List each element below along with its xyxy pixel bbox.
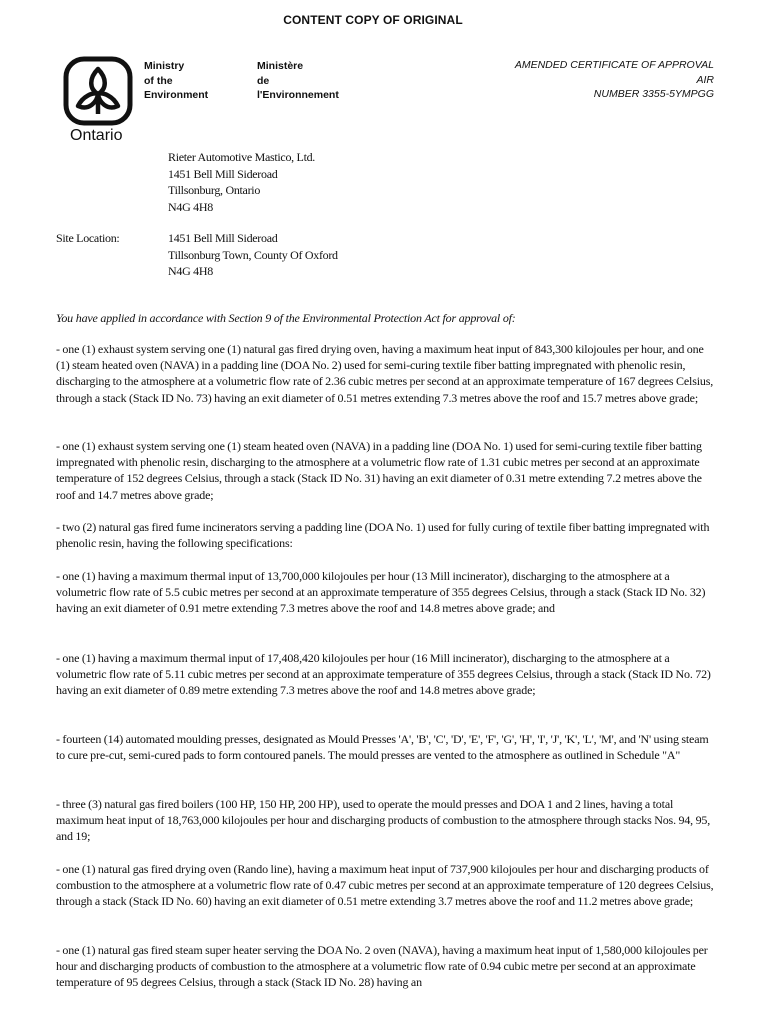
ministry-en-line: Ministry [144, 60, 185, 72]
site-location-label: Site Location: [56, 231, 120, 245]
ministry-name-french [257, 59, 339, 103]
address-line: Rieter Automotive Mastico, Ltd. [168, 150, 316, 164]
certificate-type: AIR [696, 73, 714, 86]
equipment-paragraph: - one (1) exhaust system serving one (1) steam heated oven (NAVA) in a padding line (DOA No. 1) used for semi-curing textile fiber batting impregnated with phenolic resin, discharging to the atmosphere at a volumetric flow rate of 1.31 cubic metres per second at an approximate temperature of 152 degrees Celsius, through a stack (Stack ID No. 31) having an exit diameter of 0.31 metre extending 7.2 metres above the roof and 14.7 metres above grade; [56, 439, 702, 502]
certificate-number: NUMBER 3355-5YMPGG [593, 88, 714, 100]
address-line: Tillsonburg, Ontario [168, 183, 261, 197]
address-line: 1451 Bell Mill Sideroad [168, 166, 278, 181]
ministry-name-english [144, 59, 208, 103]
equipment-paragraph: - three (3) natural gas fired boilers (100 HP, 150 HP, 200 HP), used to operate the mould presses and DOA 1 and 2 lines, having a total maximum heat input of 18,763,000 kilojoules per hour and discharging products of combustion to the atmosphere through stacks Nos. 94, 95, and 19; [56, 797, 711, 844]
equipment-paragraph: - one (1) having a maximum thermal input of 13,700,000 kilojoules per hour (13 Mill incinerator), discharging to the atmosphere at a volumetric flow rate of 5.5 cubic metres per second at an approximate temperature of 355 degrees Celsius, through a stack (Stack ID No. 32) having an exit diameter of 0.91 metre extending 7.3 metres above the roof and 14.8 metres above grade; and [56, 569, 706, 616]
equipment-paragraph: - one (1) natural gas fired steam super heater serving the DOA No. 2 oven (NAVA), having a maximum heat input of 1,580,000 kilojoules per hour and discharging products of combustion to the atmosphere at a volumetric flow rate of 0.94 cubic metre per second at an approximate temperature of 95 degrees Celsius, through a stack (Stack ID No. 28) having an [56, 943, 708, 990]
equipment-paragraph: - one (1) exhaust system serving one (1) natural gas fired drying oven, having a maximum heat input of 843,300 kilojoules per hour, and one (1) steam heated oven (NAVA) in a padding line (DOA No. 2) used for semi-curing textile fiber batting impregnated with phenolic resin, discharging to the atmosphere at a volumetric flow rate of 2.36 cubic metres per second at an approximate temperature of 167 degrees Celsius, through a stack (Stack ID No. 73) having an exit diameter of 0.51 metres extending 7.3 metres above the roof and 15.7 metres above grade; [56, 342, 714, 405]
ministry-fr-line: de [257, 74, 270, 87]
applicant-address [168, 149, 315, 215]
ministry-fr-line: Ministère [257, 60, 304, 72]
application-intro: You have applied in accordance with Section 9 of the Environmental Protection Act for approval of: [56, 311, 516, 325]
ministry-en-line: of the [144, 74, 173, 87]
document-top-note: CONTENT COPY OF ORIGINAL [283, 13, 463, 27]
ontario-trillium-logo-icon [63, 56, 133, 126]
equipment-paragraph: - one (1) having a maximum thermal input of 17,408,420 kilojoules per hour (16 Mill incinerator), discharging to the atmosphere at a volumetric flow rate of 5.11 cubic metres per second at an approximate temperature of 355 degrees Celsius, through a stack (Stack ID No. 72) having an exit diameter of 0.89 metre extending 7.3 metres above the roof and 14.8 metres above grade; [56, 651, 711, 698]
ontario-wordmark: Ontario [70, 127, 123, 144]
ministry-fr-line: l'Environnement [257, 89, 339, 101]
equipment-paragraph: - fourteen (14) automated moulding presses, designated as Mould Presses 'A', 'B', 'C', 'D', 'E', 'F', 'G', 'H', 'I', 'J', 'K', 'L', 'M', and 'N' using steam to cure pre-cut, semi-cured pads to form contoured panels. The mould presses are vented to the atmosphere as outlined in Schedule "A" [56, 732, 709, 763]
certificate-title: AMENDED CERTIFICATE OF APPROVAL [514, 59, 714, 71]
site-location-address [168, 230, 338, 280]
address-line: N4G 4H8 [168, 264, 213, 278]
ministry-en-line: Environment [144, 89, 209, 101]
address-line: 1451 Bell Mill Sideroad [168, 231, 278, 245]
equipment-paragraph: - two (2) natural gas fired fume incinerators serving a padding line (DOA No. 1) used for fully curing of textile fiber batting impregnated with phenolic resin, having the following specifications: [56, 520, 710, 551]
address-line: Tillsonburg Town, County Of Oxford [168, 247, 338, 262]
address-line: N4G 4H8 [168, 199, 213, 214]
equipment-paragraph: - one (1) natural gas fired drying oven (Rando line), having a maximum heat input of 737,900 kilojoules per hour and discharging products of combustion to the atmosphere at a volumetric flow rate of 0.47 cubic metres per second at an approximate temperature of 120 degrees Celsius, through a stack (Stack ID No. 60) having an exit diameter of 0.51 metre extending 3.7 metres above the roof and 11.2 metres above grade; [56, 862, 714, 909]
certificate-heading [515, 58, 714, 102]
